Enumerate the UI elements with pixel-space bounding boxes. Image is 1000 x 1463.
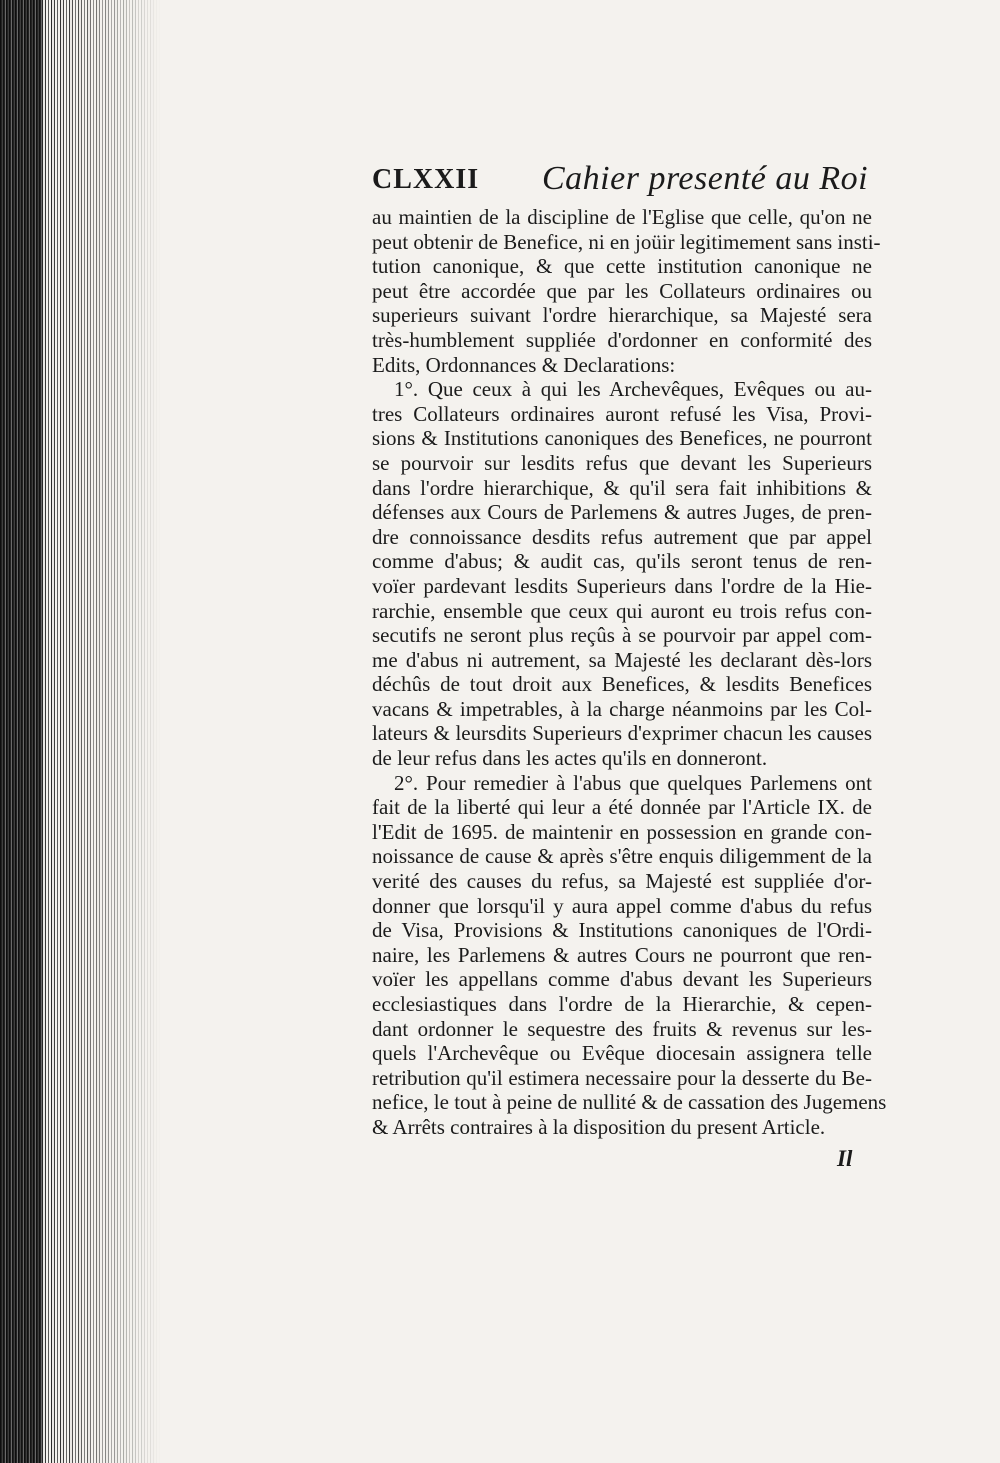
text-line: l'Edit de 1695. de maintenir en possession en grande con- [372,819,872,844]
book-spine-edge [0,0,42,1463]
text-line: naire, les Parlemens & autres Cours ne pourront que ren- [372,942,872,967]
catchword: Il [837,1146,853,1171]
text-line: sions & Institutions canoniques des Benefices, ne pourront [372,426,872,451]
running-title: Cahier presenté au Roi [542,160,869,197]
text-line: très-humblement suppliée d'ordonner en conformité des [372,327,872,352]
text-line: rarchie, ensemble que ceux qui auront eu trois refus con- [372,598,872,623]
text-line: dant ordonner le sequestre des fruits & revenus sur les- [372,1016,872,1041]
text-line: fait de la liberté qui leur a été donnée par l'Article IX. de [372,795,872,820]
page-header [372,160,872,204]
text-line: peut obtenir de Benefice, ni en joüir legitimement sans insti- [372,229,881,254]
text-line: 1°. Que ceux à qui les Archevêques, Evêques ou au- [394,377,872,402]
text-line: & Arrêts contraires à la disposition du present Article. [372,1114,826,1139]
text-line: peut être accordée que par les Collateurs ordinaires ou [372,278,872,303]
text-line: voïer pardevant lesdits Superieurs dans l'ordre de la Hie- [372,573,872,598]
text-line: déchûs de tout droit aux Benefices, & lesdits Benefices [372,672,872,697]
body-text [372,205,887,1140]
text-line: vacans & impetrables, à la charge néanmoins par les Col- [372,696,872,721]
text-line: dre connoissance desdits refus autrement que par appel [372,524,872,549]
text-line: dans l'ordre hierarchique, & qu'il sera fait inhibitions & [372,475,872,500]
text-line: secutifs ne seront plus reçûs à se pourvoir par appel com- [372,623,872,648]
text-line: se pourvoir sur lesdits refus que devant les Superieurs [372,450,872,475]
text-line: ecclesiastiques dans l'ordre de la Hierarchie, & cepen- [372,992,872,1016]
folio-number: CLXXII [372,164,480,195]
text-line: superieurs suivant l'ordre hierarchique, sa Majesté sera [372,303,872,328]
text-line: noissance de cause & après s'être enquis diligemment de la [372,844,872,869]
text-line: tres Collateurs ordinaires auront refusé les Visa, Provi- [372,401,872,426]
text-line: nefice, le tout à peine de nullité & de cassation des Jugemens [372,1090,887,1115]
text-line: de leur refus dans les actes qu'ils en donneront. [372,746,768,771]
text-line: de Visa, Provisions & Institutions canoniques de l'Ordi- [372,918,872,943]
text-line: voïer les appellans comme d'abus devant les Superieurs [372,967,872,992]
text-line: défenses aux Cours de Parlemens & autres Juges, de pren- [372,500,872,525]
text-line: Edits, Ordonnances & Declarations: [372,352,676,377]
text-line: au maintien de la discipline de l'Eglise que celle, qu'on ne [372,205,872,229]
text-line: donner que lorsqu'il y aura appel comme d'abus du refus [372,893,872,918]
text-line: tution canonique, & que cette institution canonique ne [372,254,872,279]
text-line: quels l'Archevêque ou Evêque diocesain assignera telle [372,1041,872,1066]
text-line: verité des causes du refus, sa Majesté est suppliée d'or- [372,869,872,894]
text-line: me d'abus ni autrement, sa Majesté les declarant dès-lors [372,647,872,672]
text-line: retribution qu'il estimera necessaire pour la desserte du Be- [372,1065,872,1090]
text-line: comme d'abus; & audit cas, qu'ils seront tenus de ren- [372,549,872,574]
text-line: lateurs & leursdits Superieurs d'exprimer chacun les causes [372,721,872,746]
text-line: 2°. Pour remedier à l'abus que quelques Parlemens ont [394,770,872,795]
